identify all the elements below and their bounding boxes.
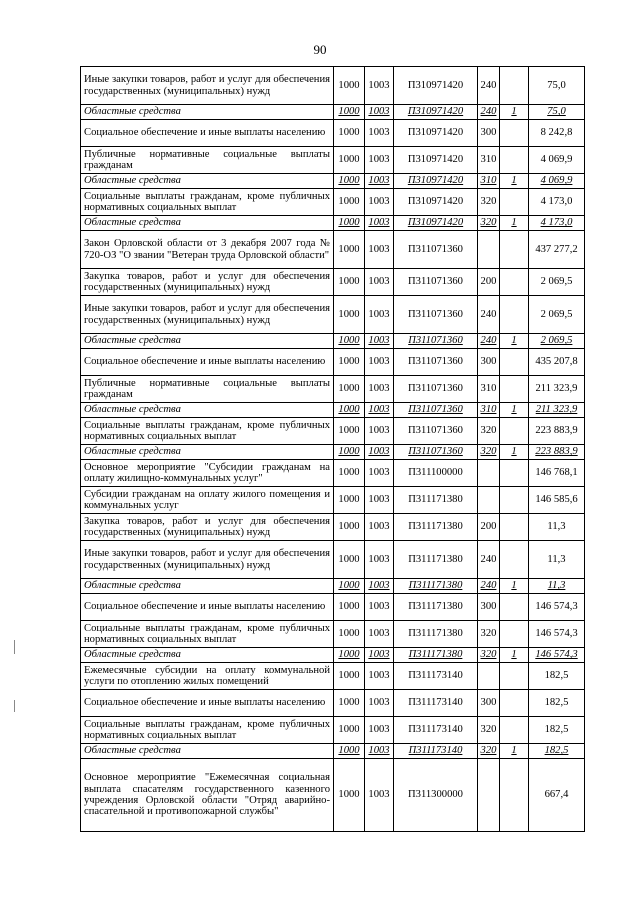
row-source-cell (500, 418, 529, 445)
row-expense-type-cell: 320 (478, 621, 500, 648)
row-subsection-cell: 1003 (365, 334, 394, 349)
table-row (81, 120, 585, 147)
row-target-code-cell: П310971420 (394, 147, 478, 174)
row-amount-cell: 146 574,3 (529, 648, 585, 663)
row-section-cell: 1000 (334, 334, 365, 349)
row-target-code-cell: П311071360 (394, 334, 478, 349)
row-name-cell: Социальное обеспечение и иные выплаты населению (81, 594, 334, 621)
row-subsection-cell: 1003 (365, 216, 394, 231)
row-amount-cell: 223 883,9 (529, 418, 585, 445)
row-name-cell: Закупка товаров, работ и услуг для обеспечения государственных (муниципальных) нужд (81, 514, 334, 541)
row-target-code-cell: П311171380 (394, 648, 478, 663)
row-expense-type-cell (478, 487, 500, 514)
row-expense-type-cell: 320 (478, 216, 500, 231)
row-source-cell (500, 296, 529, 334)
row-section-cell: 1000 (334, 621, 365, 648)
row-amount-cell: 146 585,6 (529, 487, 585, 514)
row-target-code-cell: П311171380 (394, 579, 478, 594)
row-name-cell: Социальное обеспечение и иные выплаты населению (81, 120, 334, 147)
row-target-code-cell: П311071360 (394, 231, 478, 269)
row-amount-cell: 11,3 (529, 579, 585, 594)
row-name-cell: Основное мероприятие "Ежемесячная социальная выплата спасателям государственного казенного учреждения Орловской области "Отряд аварийно-спасательной и противопожарной службы" (81, 759, 334, 832)
row-source-cell (500, 460, 529, 487)
row-name-cell: Социальное обеспечение и иные выплаты населению (81, 690, 334, 717)
row-section-cell: 1000 (334, 648, 365, 663)
row-section-cell: 1000 (334, 418, 365, 445)
row-name-cell: Иные закупки товаров, работ и услуг для обеспечения государственных (муниципальных) нужд (81, 541, 334, 579)
table-row (81, 690, 585, 717)
table-row-regional-funds (81, 403, 585, 418)
row-subsection-cell: 1003 (365, 621, 394, 648)
row-expense-type-cell: 320 (478, 648, 500, 663)
table-row-regional-funds (81, 445, 585, 460)
row-source-cell (500, 147, 529, 174)
row-source-cell (500, 67, 529, 105)
row-name-cell: Иные закупки товаров, работ и услуг для обеспечения государственных (муниципальных) нужд (81, 67, 334, 105)
row-target-code-cell: П311071360 (394, 296, 478, 334)
row-amount-cell: 146 574,3 (529, 594, 585, 621)
row-source-cell (500, 269, 529, 296)
table-row (81, 147, 585, 174)
row-amount-cell: 4 069,9 (529, 174, 585, 189)
row-name-cell: Закон Орловской области от 3 декабря 2007 года № 720-ОЗ "О звании "Ветеран труда Орловской области" (81, 231, 334, 269)
row-target-code-cell: П310971420 (394, 120, 478, 147)
row-name-cell: Областные средства (81, 445, 334, 460)
row-target-code-cell: П311173140 (394, 744, 478, 759)
table-row (81, 487, 585, 514)
row-expense-type-cell: 300 (478, 594, 500, 621)
row-subsection-cell: 1003 (365, 759, 394, 832)
row-subsection-cell: 1003 (365, 376, 394, 403)
row-target-code-cell: П310971420 (394, 174, 478, 189)
row-source-cell: 1 (500, 105, 529, 120)
table-row (81, 349, 585, 376)
row-section-cell: 1000 (334, 120, 365, 147)
row-expense-type-cell: 320 (478, 717, 500, 744)
row-name-cell: Публичные нормативные социальные выплаты гражданам (81, 147, 334, 174)
row-target-code-cell: П311173140 (394, 717, 478, 744)
row-section-cell: 1000 (334, 514, 365, 541)
table-row (81, 541, 585, 579)
row-section-cell: 1000 (334, 189, 365, 216)
row-target-code-cell: П311171380 (394, 487, 478, 514)
budget-table (80, 66, 585, 832)
table-row (81, 67, 585, 105)
row-amount-cell: 11,3 (529, 514, 585, 541)
row-section-cell: 1000 (334, 445, 365, 460)
table-row-regional-funds (81, 216, 585, 231)
row-expense-type-cell: 240 (478, 541, 500, 579)
row-amount-cell: 2 069,5 (529, 334, 585, 349)
row-name-cell: Социальные выплаты гражданам, кроме публичных нормативных социальных выплат (81, 189, 334, 216)
row-name-cell: Иные закупки товаров, работ и услуг для обеспечения государственных (муниципальных) нужд (81, 296, 334, 334)
row-amount-cell: 211 323,9 (529, 403, 585, 418)
table-row (81, 514, 585, 541)
row-subsection-cell: 1003 (365, 120, 394, 147)
row-subsection-cell: 1003 (365, 403, 394, 418)
row-expense-type-cell: 310 (478, 403, 500, 418)
row-expense-type-cell: 300 (478, 690, 500, 717)
row-amount-cell: 437 277,2 (529, 231, 585, 269)
row-name-cell: Областные средства (81, 174, 334, 189)
row-name-cell: Областные средства (81, 744, 334, 759)
table-row (81, 269, 585, 296)
row-section-cell: 1000 (334, 174, 365, 189)
row-amount-cell: 4 173,0 (529, 189, 585, 216)
row-name-cell: Закупка товаров, работ и услуг для обеспечения государственных (муниципальных) нужд (81, 269, 334, 296)
row-source-cell (500, 487, 529, 514)
row-target-code-cell: П311171380 (394, 594, 478, 621)
row-amount-cell: 146 574,3 (529, 621, 585, 648)
table-row (81, 663, 585, 690)
row-source-cell (500, 594, 529, 621)
row-expense-type-cell: 310 (478, 376, 500, 403)
row-section-cell: 1000 (334, 216, 365, 231)
row-source-cell (500, 231, 529, 269)
row-name-cell: Публичные нормативные социальные выплаты гражданам (81, 376, 334, 403)
table-row (81, 231, 585, 269)
row-source-cell (500, 759, 529, 832)
row-expense-type-cell: 320 (478, 744, 500, 759)
row-target-code-cell: П310971420 (394, 67, 478, 105)
table-row (81, 376, 585, 403)
margin-mark (14, 640, 15, 654)
row-expense-type-cell (478, 231, 500, 269)
table-row-regional-funds (81, 579, 585, 594)
row-subsection-cell: 1003 (365, 579, 394, 594)
row-section-cell: 1000 (334, 541, 365, 579)
row-amount-cell: 8 242,8 (529, 120, 585, 147)
row-section-cell: 1000 (334, 403, 365, 418)
row-source-cell: 1 (500, 445, 529, 460)
row-source-cell: 1 (500, 403, 529, 418)
row-subsection-cell: 1003 (365, 189, 394, 216)
row-expense-type-cell: 200 (478, 269, 500, 296)
row-target-code-cell: П310971420 (394, 105, 478, 120)
row-amount-cell: 75,0 (529, 105, 585, 120)
row-expense-type-cell: 300 (478, 120, 500, 147)
row-amount-cell: 223 883,9 (529, 445, 585, 460)
row-section-cell: 1000 (334, 296, 365, 334)
table-row (81, 621, 585, 648)
table-row-regional-funds (81, 648, 585, 663)
table-row-regional-funds (81, 744, 585, 759)
row-source-cell: 1 (500, 648, 529, 663)
row-subsection-cell: 1003 (365, 296, 394, 334)
row-amount-cell: 11,3 (529, 541, 585, 579)
row-amount-cell: 182,5 (529, 690, 585, 717)
row-expense-type-cell: 240 (478, 67, 500, 105)
row-subsection-cell: 1003 (365, 105, 394, 120)
row-amount-cell: 2 069,5 (529, 269, 585, 296)
table-row-regional-funds (81, 334, 585, 349)
row-expense-type-cell: 310 (478, 147, 500, 174)
row-amount-cell: 4 069,9 (529, 147, 585, 174)
row-section-cell: 1000 (334, 105, 365, 120)
row-amount-cell: 4 173,0 (529, 216, 585, 231)
row-source-cell (500, 717, 529, 744)
row-section-cell: 1000 (334, 663, 365, 690)
row-name-cell: Областные средства (81, 105, 334, 120)
row-target-code-cell: П311171380 (394, 541, 478, 579)
row-name-cell: Социальное обеспечение и иные выплаты населению (81, 349, 334, 376)
row-name-cell: Социальные выплаты гражданам, кроме публичных нормативных социальных выплат (81, 717, 334, 744)
row-amount-cell: 182,5 (529, 744, 585, 759)
row-source-cell (500, 349, 529, 376)
table-row (81, 418, 585, 445)
row-source-cell (500, 621, 529, 648)
row-section-cell: 1000 (334, 717, 365, 744)
row-target-code-cell: П311171380 (394, 621, 478, 648)
row-expense-type-cell: 240 (478, 579, 500, 594)
row-name-cell: Областные средства (81, 648, 334, 663)
row-amount-cell: 182,5 (529, 717, 585, 744)
row-expense-type-cell: 310 (478, 174, 500, 189)
row-expense-type-cell: 320 (478, 418, 500, 445)
row-subsection-cell: 1003 (365, 744, 394, 759)
row-amount-cell: 146 768,1 (529, 460, 585, 487)
row-amount-cell: 75,0 (529, 67, 585, 105)
row-section-cell: 1000 (334, 744, 365, 759)
row-subsection-cell: 1003 (365, 460, 394, 487)
row-target-code-cell: П311173140 (394, 663, 478, 690)
page-number: 90 (313, 42, 327, 57)
row-section-cell: 1000 (334, 487, 365, 514)
row-source-cell: 1 (500, 216, 529, 231)
row-section-cell: 1000 (334, 376, 365, 403)
row-name-cell: Областные средства (81, 579, 334, 594)
row-source-cell (500, 690, 529, 717)
row-target-code-cell: П311300000 (394, 759, 478, 832)
row-expense-type-cell: 320 (478, 189, 500, 216)
budget-table-body (81, 67, 585, 832)
table-row (81, 460, 585, 487)
row-source-cell (500, 376, 529, 403)
table-row (81, 296, 585, 334)
row-expense-type-cell: 300 (478, 349, 500, 376)
row-name-cell: Социальные выплаты гражданам, кроме публичных нормативных социальных выплат (81, 621, 334, 648)
row-name-cell: Областные средства (81, 403, 334, 418)
row-section-cell: 1000 (334, 594, 365, 621)
row-target-code-cell: П310971420 (394, 216, 478, 231)
row-source-cell: 1 (500, 579, 529, 594)
row-expense-type-cell: 240 (478, 296, 500, 334)
row-subsection-cell: 1003 (365, 717, 394, 744)
table-row (81, 189, 585, 216)
row-subsection-cell: 1003 (365, 67, 394, 105)
row-target-code-cell: П311071360 (394, 445, 478, 460)
row-subsection-cell: 1003 (365, 445, 394, 460)
row-target-code-cell: П311071360 (394, 349, 478, 376)
row-expense-type-cell (478, 460, 500, 487)
row-expense-type-cell (478, 663, 500, 690)
row-expense-type-cell (478, 759, 500, 832)
row-expense-type-cell: 240 (478, 105, 500, 120)
table-row (81, 717, 585, 744)
row-subsection-cell: 1003 (365, 663, 394, 690)
row-subsection-cell: 1003 (365, 231, 394, 269)
row-target-code-cell: П311071360 (394, 376, 478, 403)
row-target-code-cell: П311173140 (394, 690, 478, 717)
row-amount-cell: 435 207,8 (529, 349, 585, 376)
row-section-cell: 1000 (334, 231, 365, 269)
row-name-cell: Субсидии гражданам на оплату жилого помещения и коммунальных услуг (81, 487, 334, 514)
row-source-cell (500, 120, 529, 147)
margin-mark (14, 700, 15, 712)
row-amount-cell: 182,5 (529, 663, 585, 690)
row-expense-type-cell: 240 (478, 334, 500, 349)
table-row (81, 759, 585, 832)
row-subsection-cell: 1003 (365, 418, 394, 445)
row-source-cell: 1 (500, 744, 529, 759)
row-subsection-cell: 1003 (365, 594, 394, 621)
table-row-regional-funds (81, 105, 585, 120)
row-section-cell: 1000 (334, 460, 365, 487)
row-source-cell (500, 663, 529, 690)
row-target-code-cell: П310971420 (394, 189, 478, 216)
row-source-cell (500, 189, 529, 216)
row-subsection-cell: 1003 (365, 514, 394, 541)
row-name-cell: Ежемесячные субсидии на оплату коммунальной услуги по отоплению жилых помещений (81, 663, 334, 690)
row-name-cell: Областные средства (81, 334, 334, 349)
row-name-cell: Основное мероприятие "Субсидии гражданам на оплату жилищно-коммунальных услуг" (81, 460, 334, 487)
row-target-code-cell: П311171380 (394, 514, 478, 541)
row-subsection-cell: 1003 (365, 487, 394, 514)
row-subsection-cell: 1003 (365, 690, 394, 717)
row-source-cell (500, 541, 529, 579)
row-subsection-cell: 1003 (365, 648, 394, 663)
row-name-cell: Социальные выплаты гражданам, кроме публичных нормативных социальных выплат (81, 418, 334, 445)
row-expense-type-cell: 320 (478, 445, 500, 460)
row-target-code-cell: П311071360 (394, 418, 478, 445)
row-section-cell: 1000 (334, 690, 365, 717)
table-row (81, 594, 585, 621)
row-target-code-cell: П311100000 (394, 460, 478, 487)
table-row-regional-funds (81, 174, 585, 189)
row-subsection-cell: 1003 (365, 541, 394, 579)
row-target-code-cell: П311071360 (394, 403, 478, 418)
row-subsection-cell: 1003 (365, 349, 394, 376)
row-source-cell (500, 514, 529, 541)
row-section-cell: 1000 (334, 269, 365, 296)
row-section-cell: 1000 (334, 759, 365, 832)
row-amount-cell: 211 323,9 (529, 376, 585, 403)
row-source-cell: 1 (500, 174, 529, 189)
row-subsection-cell: 1003 (365, 269, 394, 296)
row-section-cell: 1000 (334, 349, 365, 376)
row-amount-cell: 2 069,5 (529, 296, 585, 334)
row-subsection-cell: 1003 (365, 174, 394, 189)
row-subsection-cell: 1003 (365, 147, 394, 174)
row-expense-type-cell: 200 (478, 514, 500, 541)
row-section-cell: 1000 (334, 579, 365, 594)
row-amount-cell: 667,4 (529, 759, 585, 832)
row-section-cell: 1000 (334, 147, 365, 174)
row-name-cell: Областные средства (81, 216, 334, 231)
row-source-cell: 1 (500, 334, 529, 349)
row-target-code-cell: П311071360 (394, 269, 478, 296)
row-section-cell: 1000 (334, 67, 365, 105)
